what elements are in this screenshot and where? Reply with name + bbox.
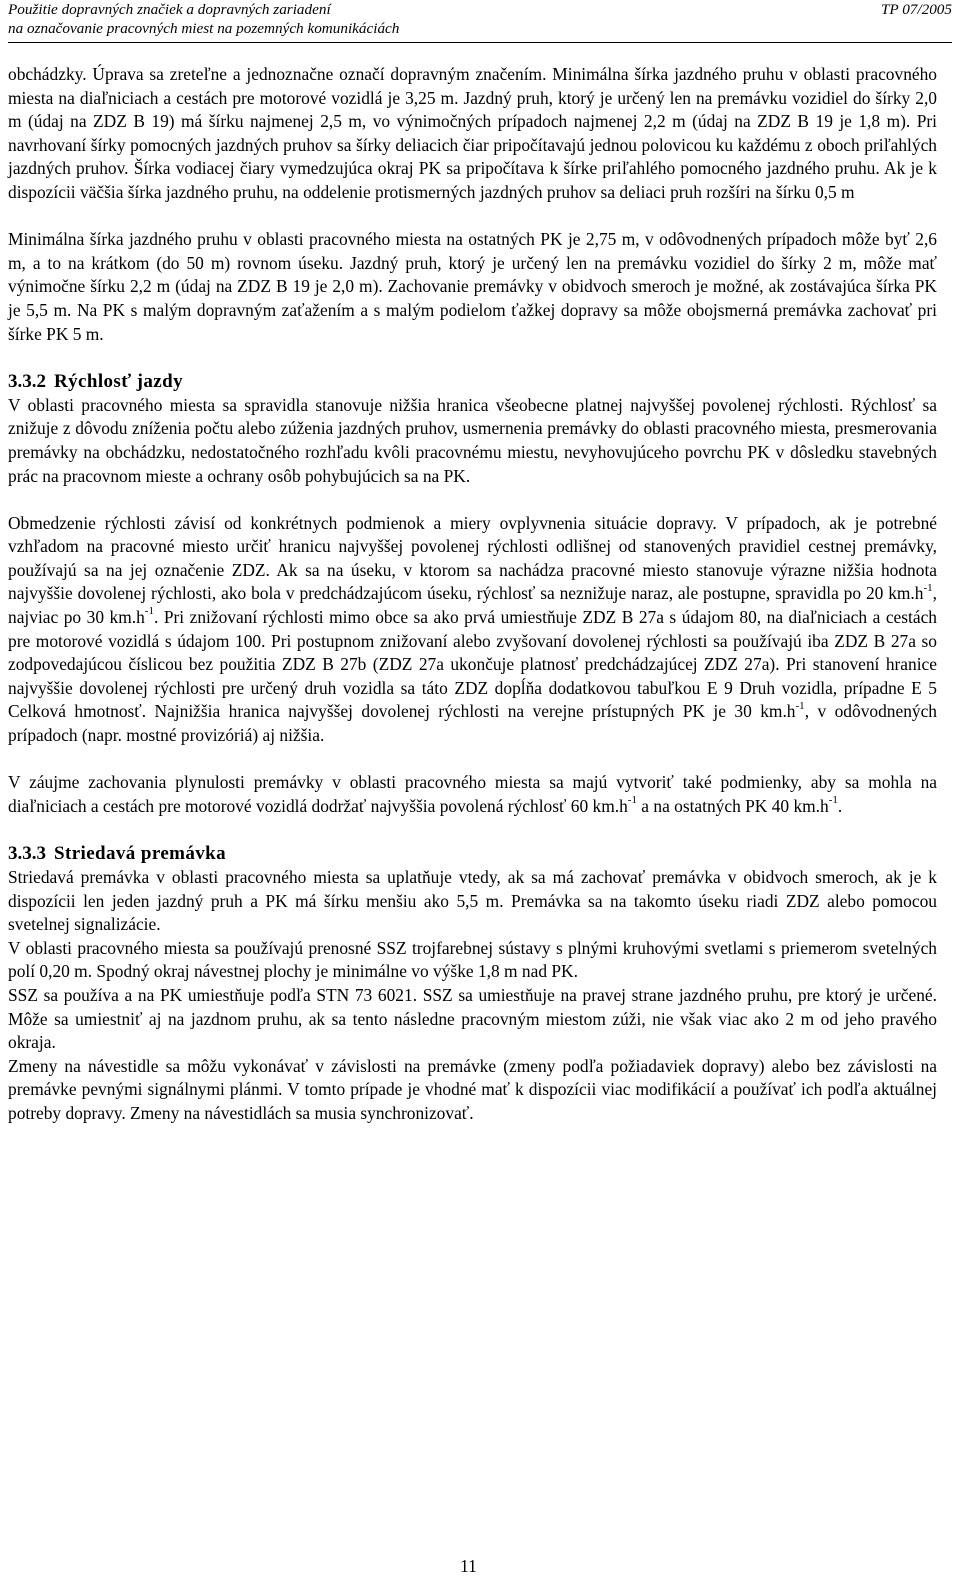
paragraph-lane-width-motorways: obchádzky. Úprava sa zreteľne a jednoznačne označí dopravným značením. Minimálna šírka jazdného pruhu v oblasti pracovného miesta na diaľniciach a cestách pre motorové vozidlá je 3,25 m. Jazdný pruh, ktorý je určený len na premávku vozidiel do šírky 2,0 m (údaj na ZDZ B 19) má šírku najmenej 2,5 m, vo výnimočných prípadoch najmenej 2,2 m (údaj na ZDZ B 19 je 1,8 m). Pri navrhovaní šírky pomocných jazdných pruhov sa šírky deliacich čiar pripočítavajú jednou polovicou ku každému z oboch priľahlých jazdných pruhov. Šírka vodiacej čiary vymedzujúca okraj PK sa pripočítava k šírke priľahlého pomocného jazdného pruhu. Ak je k dispozícii väčšia šírka jazdného pruhu, na oddelenie protismerných jazdných pruhov sa deliaci pruh rozšíri na šírku 0,5 m xyxy=(8,64,937,202)
paragraph-traffic-flow: V záujme zachovania plynulosti premávky v oblasti pracovného miesta sa majú vytvoriť také podmienky, aby sa mohla na diaľniciach a cestách pre motorové vozidlá dodržať najvyššia povolená rýchlosť 60 $km.h^{-1}$ a na ostatných PK 40 $km.h^{-1}$. xyxy=(8,772,937,816)
header-title-line1: Použitie dopravných značiek a dopravných zariadení xyxy=(8,1,331,18)
paragraph-speed-limits: Obmedzenie rýchlosti závisí od konkrétnych podmienok a miery ovplyvnenia situácie dopravy. V prípadoch, ak je potrebné vzhľadom na pracovné miesto určiť hranicu najvyššej povolenej rýchlosti odlišnej od stanovených pravidiel cestnej premávky, používajú sa na jej označenie ZDZ. Ak sa na úseku, v ktorom sa nachádza pracovné miesto stanovuje výrazne nižšia hodnota najvyššie dovolenej rýchlosti, ako bola v predchádzajúcom úseku, rýchlosť sa neznižuje naraz, ale postupne, spravidla po 20 $km.h^{-1}$, najviac po 30 $km.h^{-1}$. Pri znižovaní rýchlosti mimo obce sa ako prvá umiestňuje ZDZ B 27a s údajom 80, na diaľniciach a cestách pre motorové vozidlá s údajom 100. Pri postupnom znižovaní alebo zvyšovaní dovolenej rýchlosti sa používajú iba ZDZ B 27a so zodpovedajúcou číslicou bez použitia ZDZ B 27b (ZDZ 27a ukončuje platnosť predchádzajúcej ZDZ 27a). Pri stanovení hranice najvyššie dovolenej rýchlosti pre určený druh vozidla sa táto ZDZ dopĺňa dodatkovou tabuľkou E 9 Druh vozidla, prípadne E 5 Celková hmotnosť. Najnižšia hranica najvyššej dovolenej rýchlosti na verejne prístupných PK je 30 $km.h^{-1}$, v odôvodnených prípadoch (napr. mostné provizóriá) aj nižšia. xyxy=(8,512,938,746)
superscript-unit: -1 xyxy=(627,794,637,807)
superscript-unit: -1 xyxy=(923,581,933,594)
page-header xyxy=(8,0,952,43)
paragraph-signal-placement: SSZ sa používa a na PK umiestňuje podľa STN 73 6021. SSZ sa umiestňuje na pravej strane jazdného pruhu, pre ktorý je určené. Môže sa umiestniť aj na jazdnom pruhu, ak sa tento následne pracovným miestom zúži, nie však viac ako 2 m od jeho pravého okraja. xyxy=(8,984,937,1053)
superscript-unit: -1 xyxy=(828,794,838,807)
section-title: Striedavá premávka xyxy=(54,843,227,864)
superscript-unit: -1 xyxy=(795,699,805,712)
paragraph-alternating-traffic: Striedavá premávka v oblasti pracovného miesta sa uplatňuje vtedy, ak sa má zachovať premávka v obidvoch smeroch, ak je k dispozícii len jeden jazdný pruh a PK má šírku menšiu ako 5,5 m. Premávka sa na takomto úseku riadi ZDZ alebo pomocou svetelnej signalizácie. xyxy=(8,867,937,935)
paragraph-traffic-lights: V oblasti pracovného miesta sa používajú prenosné SSZ trojfarebnej sústavy s plnými kruhovými svetlami s priemerom svetelných polí 0,20 m. Spodný okraj návestnej plochy je minimálne vo výške 1,8 m nad PK. xyxy=(8,937,937,982)
section-number: 3.3.2 xyxy=(8,370,46,392)
paragraph-signal-changes: Zmeny na návestidle sa môžu vykonávať v závislosti na premávke (zmeny podľa požiadaviek dopravy) alebo bez závislosti na premávke pevnými signálnymi plánmi. V tomto prípade je vhodné mať k dispozícii viac modifikácií a používať ich podľa aktuálnej potreby dopravy. Zmeny na návestidlách sa musia synchronizovať. xyxy=(8,1055,937,1123)
superscript-unit: -1 xyxy=(144,605,154,618)
paragraph-speed-intro: V oblasti pracovného miesta sa spravidla stanovuje nižšia hranica všeobecne platnej najvyššej povolenej rýchlosti. Rýchlosť sa znižuje z dôvodu zníženia počtu alebo zúženia jazdných pruhov, usmernenia premávky do oblasti pracovného miesta, presmerovania premávky na obchádzku, nedostatočného rozhľadu kvôli pracovnému miestu, nevyhovujúceho povrchu PK v dôsledku stavebných prác na pracovnom mieste a ochrany osôb pohybujúcich sa na PK. xyxy=(8,394,937,486)
page-number: 11 xyxy=(460,1556,477,1576)
section-number: 3.3.3 xyxy=(8,843,46,864)
section-heading-speed xyxy=(8,370,937,394)
header-title-line2: na označovanie pracovných miest na pozemných komunikáciách xyxy=(8,20,400,37)
header-doc-code: TP 07/2005 xyxy=(880,1,952,18)
section-title: Rýchlosť jazdy xyxy=(54,370,183,392)
paragraph-lane-width-other-roads: Minimálna šírka jazdného pruhu v oblasti pracovného miesta na ostatných PK je 2,75 m, v odôvodnených prípadoch môže byť 2,6 m, a to na krátkom (do 50 m) rovnom úseku. Jazdný pruh, ktorý je určený len na premávku vozidiel do šírky 2 m, môže mať výnimočne šírku 2,2 m (údaj na ZDZ B 19 je 2,0 m). Zachovanie premávky v obidvoch smeroch je možné, ak zostávajúca šírka PK je 5,5 m. Na PK s malým dopravným zaťažením a s malým podielom ťažkej dopravy sa môže obojsmerná premávka zachovať pri šírke PK 5 m. xyxy=(8,229,937,344)
page-content xyxy=(8,63,937,1126)
section-heading-alternating-traffic xyxy=(8,842,937,866)
